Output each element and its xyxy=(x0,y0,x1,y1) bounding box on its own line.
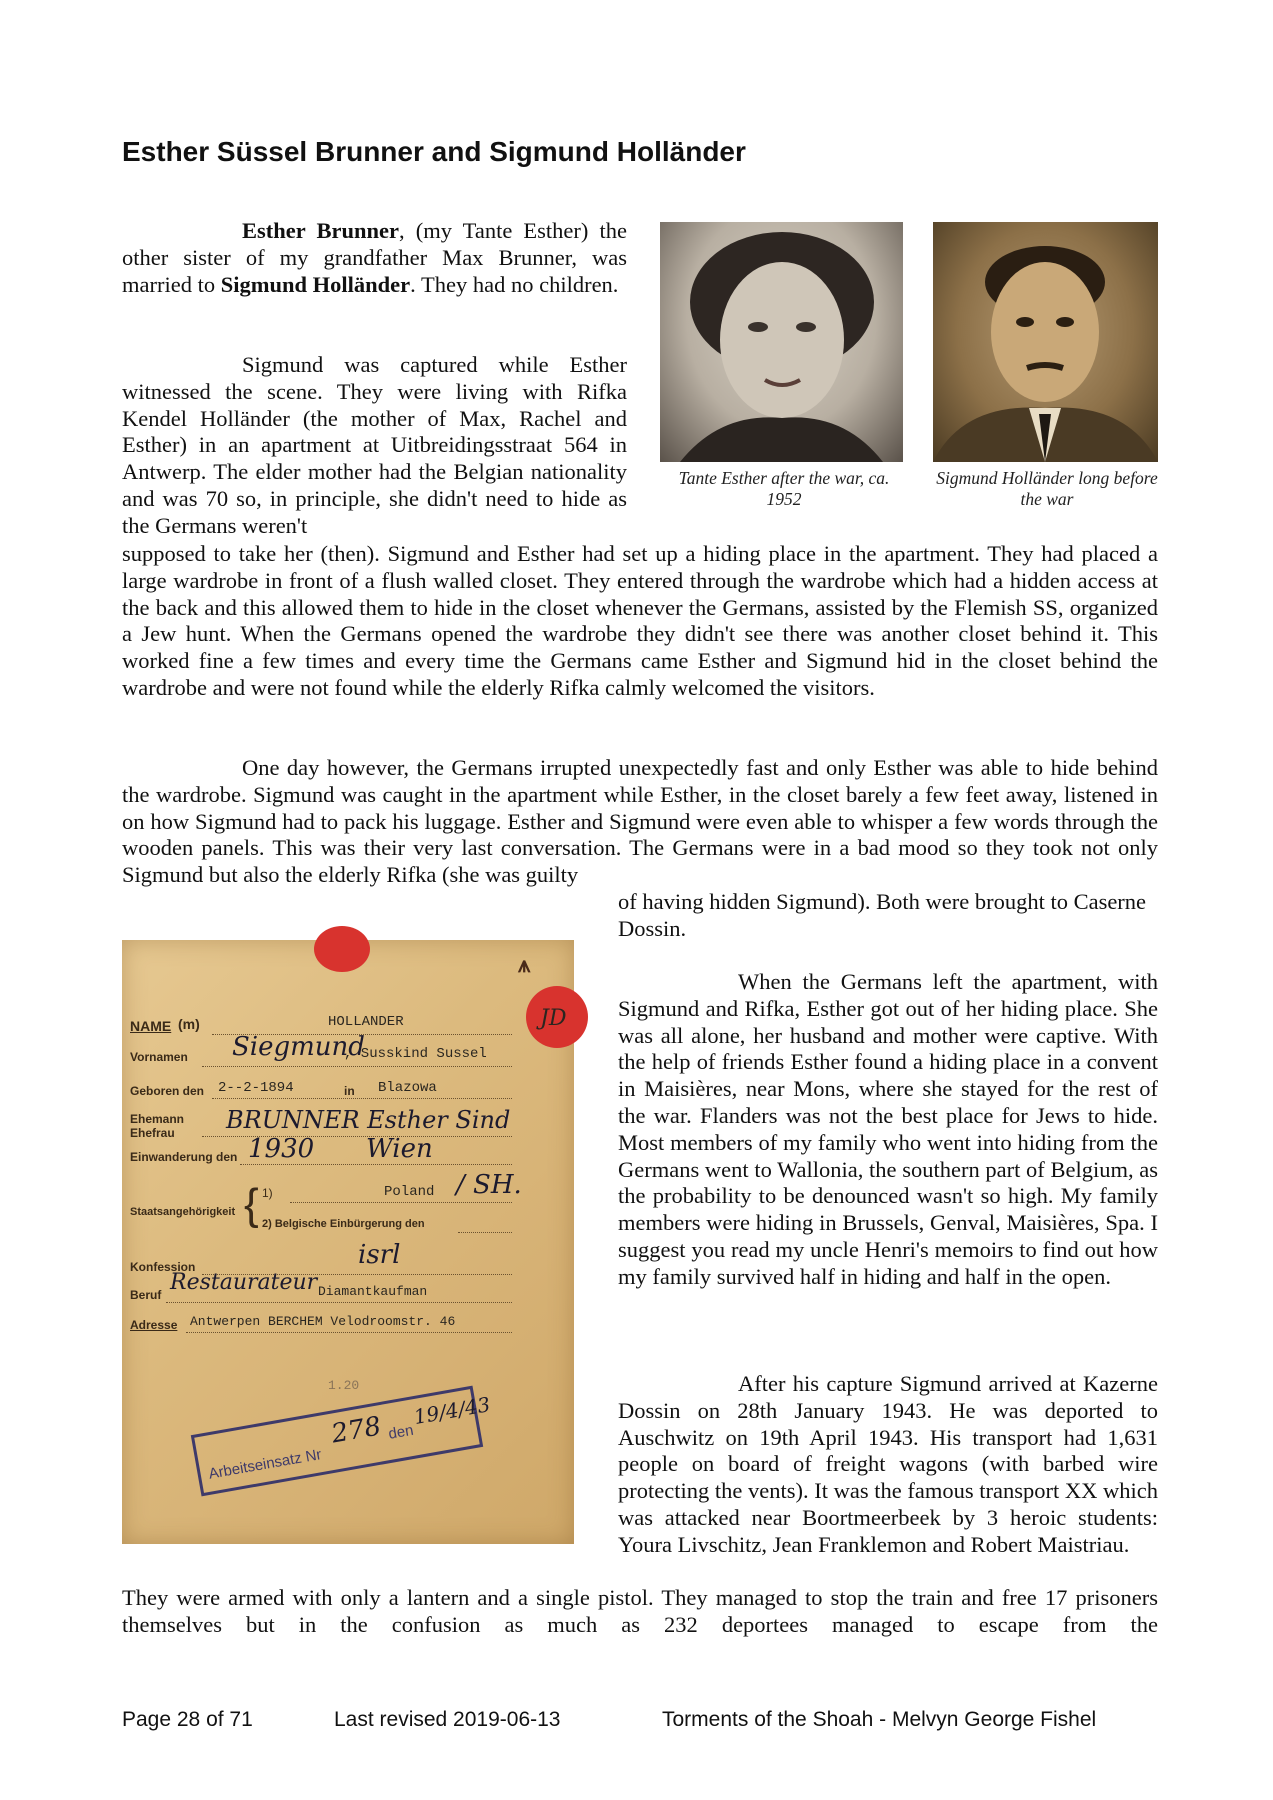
footer-last-revised: Last revised 2019-06-13 xyxy=(334,1708,561,1731)
stamp-date: 19/4/43 xyxy=(411,1392,493,1430)
card-label-name-mark: (m) xyxy=(178,1016,200,1032)
paragraph-arrest: One day however, the Germans irrupted unexpectedly fast and only Esther was able to hide behind the wardrobe. Sigmund was caught in the apartment while Esther, in the closet barely a few feet away, listened in on how Sigmund had to pack his luggage. Esther and Sigmund were even able to whisper a few words through the wooden panels. This was their very last conversation. The Germans were in a bad mood so they took not only Sigmund but also the elderly Rifka (she was guilty xyxy=(122,755,1158,888)
intro-text-1: , (my Tante Esther) the other sister of my grandfather Max Brunner, was married to xyxy=(122,218,628,297)
card-label-ehemann: Ehemann xyxy=(130,1112,185,1126)
intro-paragraph xyxy=(122,218,627,298)
card-surname: HOLLANDER xyxy=(328,1014,404,1030)
card-line-adresse xyxy=(186,1332,512,1333)
name-esther: Esther Brunner xyxy=(242,218,399,243)
stamp-prefix: Arbeitseinsatz Nr xyxy=(207,1446,323,1483)
card-label-geboren: Geboren den xyxy=(130,1084,205,1098)
card-occupation-typed: Diamantkaufman xyxy=(318,1284,428,1299)
caption-sigmund: Sigmund Holländer long before the war xyxy=(936,468,1158,509)
name-sigmund: Sigmund Holländer xyxy=(220,271,411,297)
stamp-den: den xyxy=(387,1421,415,1443)
paragraph-deportation: After his capture Sigmund arrived at Kazerne Dossin on 28th January 1943. He was deported to Auschwitz on 19th April 1943. His transport had 1,631 people on board of freight wagons (with barbed wire protecting the vents). It was the famous transport XX which was attacked near Boortmeerbeek by 3 heroic students: Youra Livschitz, Jean Franklemon and Robert Maistriau. xyxy=(618,1371,1158,1557)
card-label-in: in xyxy=(344,1084,355,1098)
paragraph-esther-hiding: When the Germans left the apartment, with Sigmund and Rifka, Esther got out of her hiding place. She was all alone, her husband and mother were captive. With the help of friends Esther found a hiding place in a convent in Maisières, near Mons, where she stayed for the rest of the war. Flanders was not the best place for Jews to hide. Most members of my family who went into hiding from the Germans went to Wallonia, the southern part of Belgium, as the probability to be denounced wasn't so high. My family members were hiding in Brussels, Genval, Maisières, Spa. I suggest you read my uncle Henri's memoirs to find out how my family survived half in hiding and half in the open. xyxy=(618,969,1158,1289)
paragraph-deportation-continued: They were armed with only a lantern and a single pistol. They managed to stop the train and free 17 prisoners themselves but in the confusion as much as 232 deportees managed to escape from the xyxy=(122,1585,1158,1637)
card-vornamen-typed: , Susskind Sussel xyxy=(344,1046,487,1062)
footer-book-title: Torments of the Shoah - Melvyn George Fishel xyxy=(662,1708,1097,1731)
paragraph-capture-narrow: Sigmund was captured while Esther witnessed the scene. They were living with Rifka Kendel Holländer (the mother of Max, Rachel and Esther) in an apartment at Uitbreidingsstraat 564 in Antwerp. The elder mother had the Belgian nationality and was 70 so, in principle, she didn't need to hide as the Germans weren't xyxy=(122,352,627,538)
card-address: Antwerpen BERCHEM Velodroomstr. 46 xyxy=(190,1314,456,1329)
card-label-name: NAME xyxy=(130,1018,172,1034)
caption-esther: Tante Esther after the war, ca. 1952 xyxy=(678,468,890,509)
paragraph-arrest-continued: of having hidden Sigmund). Both were brought to Caserne Dossin. xyxy=(618,889,1147,941)
seal-initials: JD xyxy=(540,1006,567,1031)
card-spouse-handwritten: BRUNNER Esther Sind xyxy=(226,1106,511,1134)
card-label-adresse: Adresse xyxy=(130,1318,178,1332)
stamp-number: 278 xyxy=(329,1411,384,1450)
card-birthplace: Blazowa xyxy=(378,1080,437,1096)
card-line-vornamen xyxy=(202,1066,512,1067)
card-label-konfession: Konfession xyxy=(130,1260,196,1274)
card-occupation-handwritten: Restaurateur xyxy=(170,1270,318,1295)
card-line-staat-2 xyxy=(458,1232,512,1233)
card-religion-handwritten: isrl xyxy=(358,1240,401,1270)
paragraph-hiding-place: supposed to take her (then). Sigmund and Esther had set up a hiding place in the apartment. They had placed a large wardrobe in front of a flush walled closet. They entered through the wardrobe which had a hidden access at the back and this allowed them to hide in the closet whenever the Germans, assisted by the Flemish SS, organized a Jew hunt. When the Germans opened the wardrobe they didn't see there was another closet behind it. This worked fine a few times and every time the Germans came Esther and Sigmund hid in the closet behind the wardrobe and were not found while the elderly Rifka calmly welcomed the visitors. xyxy=(122,541,1158,700)
card-line-beruf xyxy=(166,1302,512,1303)
card-immigration-year: 1930 xyxy=(248,1134,315,1164)
card-line-geboren xyxy=(212,1098,512,1099)
arbeitseinsatz-stamp xyxy=(191,1386,493,1497)
card-staat-1: 1) xyxy=(262,1186,273,1200)
photo-tante-esther xyxy=(660,222,903,462)
card-immigration-place: Wien xyxy=(366,1134,433,1164)
footer-page-number: Page 28 of 71 xyxy=(122,1708,253,1731)
card-line-staat-1 xyxy=(290,1202,512,1203)
portrait-man-image xyxy=(933,222,1158,462)
intro-text-2: . They had no children. xyxy=(410,271,619,297)
card-staat-2: 2) Belgische Einbürgerung den xyxy=(262,1218,425,1230)
card-birth-date: 2--2-1894 xyxy=(218,1080,294,1096)
card-vornamen-handwritten: Siegmund xyxy=(232,1032,365,1062)
card-nationality: Poland xyxy=(384,1184,435,1200)
card-line-einwanderung xyxy=(240,1164,512,1165)
portrait-woman-image xyxy=(660,222,903,462)
card-nationality-mark: / SH. xyxy=(456,1170,522,1200)
card-brace: { xyxy=(244,1180,259,1229)
card-label-staat: Staatsangehörigkeit xyxy=(130,1206,236,1218)
card-label-vornamen: Vornamen xyxy=(130,1050,188,1064)
registration-card-image xyxy=(122,940,574,1544)
card-label-ehefrau: Ehefrau xyxy=(130,1126,175,1140)
red-seal-top xyxy=(314,926,370,972)
page-title: Esther Süssel Brunner and Sigmund Holländer xyxy=(122,136,746,167)
card-label-beruf: Beruf xyxy=(130,1288,162,1302)
card-pin-mark: ⩚ xyxy=(518,952,531,977)
card-label-einwanderung: Einwanderung den xyxy=(130,1150,238,1164)
photo-sigmund-hollander xyxy=(933,222,1158,462)
card-pencil-note: 1.20 xyxy=(328,1378,360,1393)
